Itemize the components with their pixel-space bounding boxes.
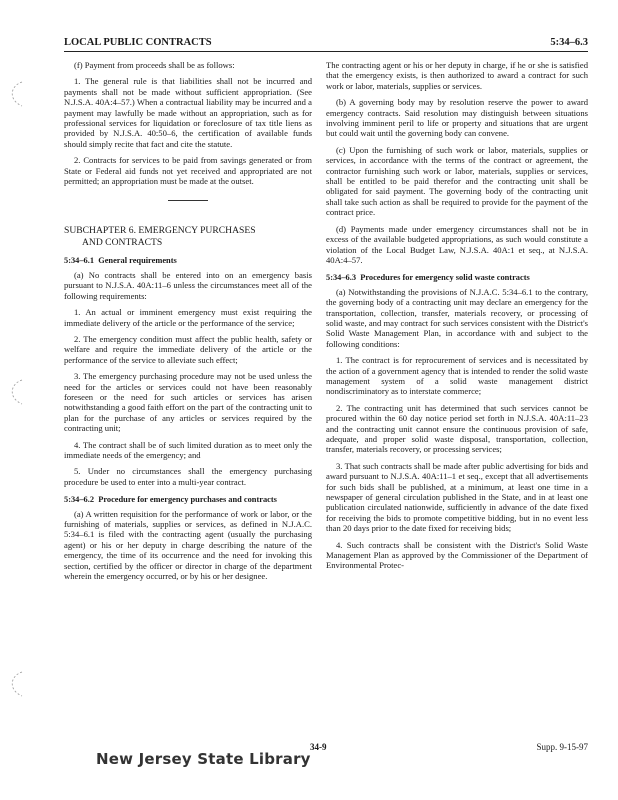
section-title: Procedures for emergency solid waste contracts (360, 273, 530, 283)
section-title: General requirements (98, 256, 177, 266)
paragraph: (d) Payments made under emergency circumstances shall not be in excess of the available budgeted appropriations, as such would constitute a violation of the Local Budget Law, N.J.S.A. 40A:1 et seq., at N.J.S.A. 40A:4–57. (326, 223, 588, 265)
subchapter-heading-line2: AND CONTRACTS (82, 236, 163, 248)
section-title: Procedure for emergency purchases and contracts (98, 495, 277, 505)
running-header (64, 37, 588, 52)
paragraph: (a) No contracts shall be entered into on an emergency basis pursuant to N.J.S.A. 40A:11–6 unless the circumstances meet all of the following requirements: (64, 269, 312, 301)
binder-hole-mark (4, 378, 26, 406)
paragraph: 2. Contracts for services to be paid from savings generated or from State or Federal aid funds not yet received and appropriated are not permitted; an appropriation must be made at the outset. (64, 155, 312, 187)
section-divider (168, 200, 208, 201)
library-logo-text: New Jersey State Library (96, 750, 311, 768)
paragraph: (c) Upon the furnishing of such work or labor, materials, supplies or services, in accordance with the terms of the contract or agreement, the contractor furnishing such work or labor, materials, supplies or services, shall be entitled to be paid therefor and the contracting unit shall be obligated for said payment. The governing body of the contracting unit shall take such action as shall be required to provide for the payment of the contract price. (326, 144, 588, 218)
header-section-range: 5:34–6.3 (550, 37, 588, 48)
paragraph: 1. The general rule is that liabilities shall not be incurred and payments shall not be made without sufficient appropriation. (See N.J.S.A. 40A:4–57.) When a contractual liability may be incurred and a payment may lawfully be made without an appropriation, such as for professional services for liquidation or foreclosure of tax title liens as provided by N.J.S.A. 40:50–6, the certification of available funds should simply recite that fact and cite the statute. (64, 76, 312, 149)
subchapter-heading-line1: SUBCHAPTER 6. EMERGENCY PURCHASES (64, 225, 256, 237)
paragraph: 1. The contract is for reprocurement of services and is necessitated by the action of a government agency that is intended to render the solid waste management system of a solid waste management district nondiscriminatory as to interstate commerce; (326, 355, 588, 397)
paragraph: 3. The emergency purchasing procedure may not be used unless the need for the articles or services could not have been reasonably foreseen or the need for such articles or services has arisen notwithstanding a good faith effort on the part of the contracting unit to plan for the purchase of any articles or services required by the contracting unit; (64, 371, 312, 434)
header-title: LOCAL PUBLIC CONTRACTS (64, 37, 212, 48)
paragraph: 4. The contract shall be of such limited duration as to meet only the immediate needs of the emergency; and (64, 439, 312, 460)
binder-hole-mark (4, 670, 26, 698)
section-number: 5:34–6.2 (64, 495, 95, 505)
section-number: 5:34–6.3 (326, 273, 357, 283)
paragraph: (f) Payment from proceeds shall be as follows: (74, 60, 235, 70)
paragraph: 2. The contracting unit has determined that such services cannot be procured within the 60 day notice period set forth in N.J.S.A. 40A:11–23 and the contracting unit cannot ensure the continuous provision of safe, adequate, and proper solid waste disposal, transportation, collection, transfer, materials recovery, or processing services; (326, 402, 588, 455)
paragraph: 1. An actual or imminent emergency must exist requiring the immediate delivery of the article or the performance of the service; (64, 307, 312, 328)
right-column (326, 60, 588, 577)
paragraph: 4. Such contracts shall be consistent with the District's Solid Waste Management Plan as approved by the Commissioner of the Department of Environmental Protec- (326, 539, 588, 571)
paragraph: (a) A written requisition for the performance of work or labor, or the furnishing of materials, supplies or services, as defined in N.J.A.C. 5:34–6.1 is filed with the contracting agent (usually the purchasing agent) or his or her deputy in charge describing the nature of the emergency, the time of its occurrence and the need for invoking this section, certified by the officer or director in charge of the department wherein the emergency occurred, or by his or her designee. (64, 508, 312, 582)
paragraph: (a) Notwithstanding the provisions of N.J.A.C. 5:34–6.1 to the contrary, the governing body of a contracting unit may declare an emergency for the transportation, collection, transfer, materials recovery, or processing of solid waste, and may contract for such services consistent with the District's Solid Waste Management Plan, in accordance with and subject to the following conditions: (326, 286, 588, 349)
left-column (64, 60, 312, 587)
paragraph: 3. That such contracts shall be made after public advertising for bids and award pursuant to N.J.S.A. 40A:11–1 et seq., except that all advertisements for such bids shall be published, at a minimum, at least one time in a newspaper of general circulation published in the State, and in at least one publication circulated nationwide, sufficiently in advance of the date fixed for receiving the bids to promote competitive bidding, but in no event less than 20 days prior to the date fixed for receiving bids; (326, 460, 588, 534)
paragraph: 2. The emergency condition must affect the public health, safety or welfare and require the immediate delivery of the article or the performance of the service to alleviate such effect; (64, 333, 312, 365)
section-heading (326, 273, 588, 283)
binder-hole-mark (4, 80, 26, 108)
paragraph: 5. Under no circumstances shall the emergency purchasing procedure be used to enter into a multi-year contract. (64, 466, 312, 487)
paragraph: The contracting agent or his or her deputy in charge, if he or she is satisfied that the emergency exists, is then authorized to award a contract for such work or labor, materials, supplies or services. (326, 60, 588, 91)
subchapter-heading (64, 225, 312, 248)
section-heading (64, 495, 312, 505)
supplement-date: Supp. 9-15-97 (536, 742, 588, 752)
section-number: 5:34–6.1 (64, 256, 95, 266)
page-number: 34-9 (310, 742, 327, 752)
section-heading (64, 256, 312, 266)
paragraph: (b) A governing body may by resolution reserve the power to award emergency contracts. Said resolution may distinguish between situations involving imminent peril to life or property and situations that are urgent but could wait until the governing body can convene. (326, 97, 588, 139)
